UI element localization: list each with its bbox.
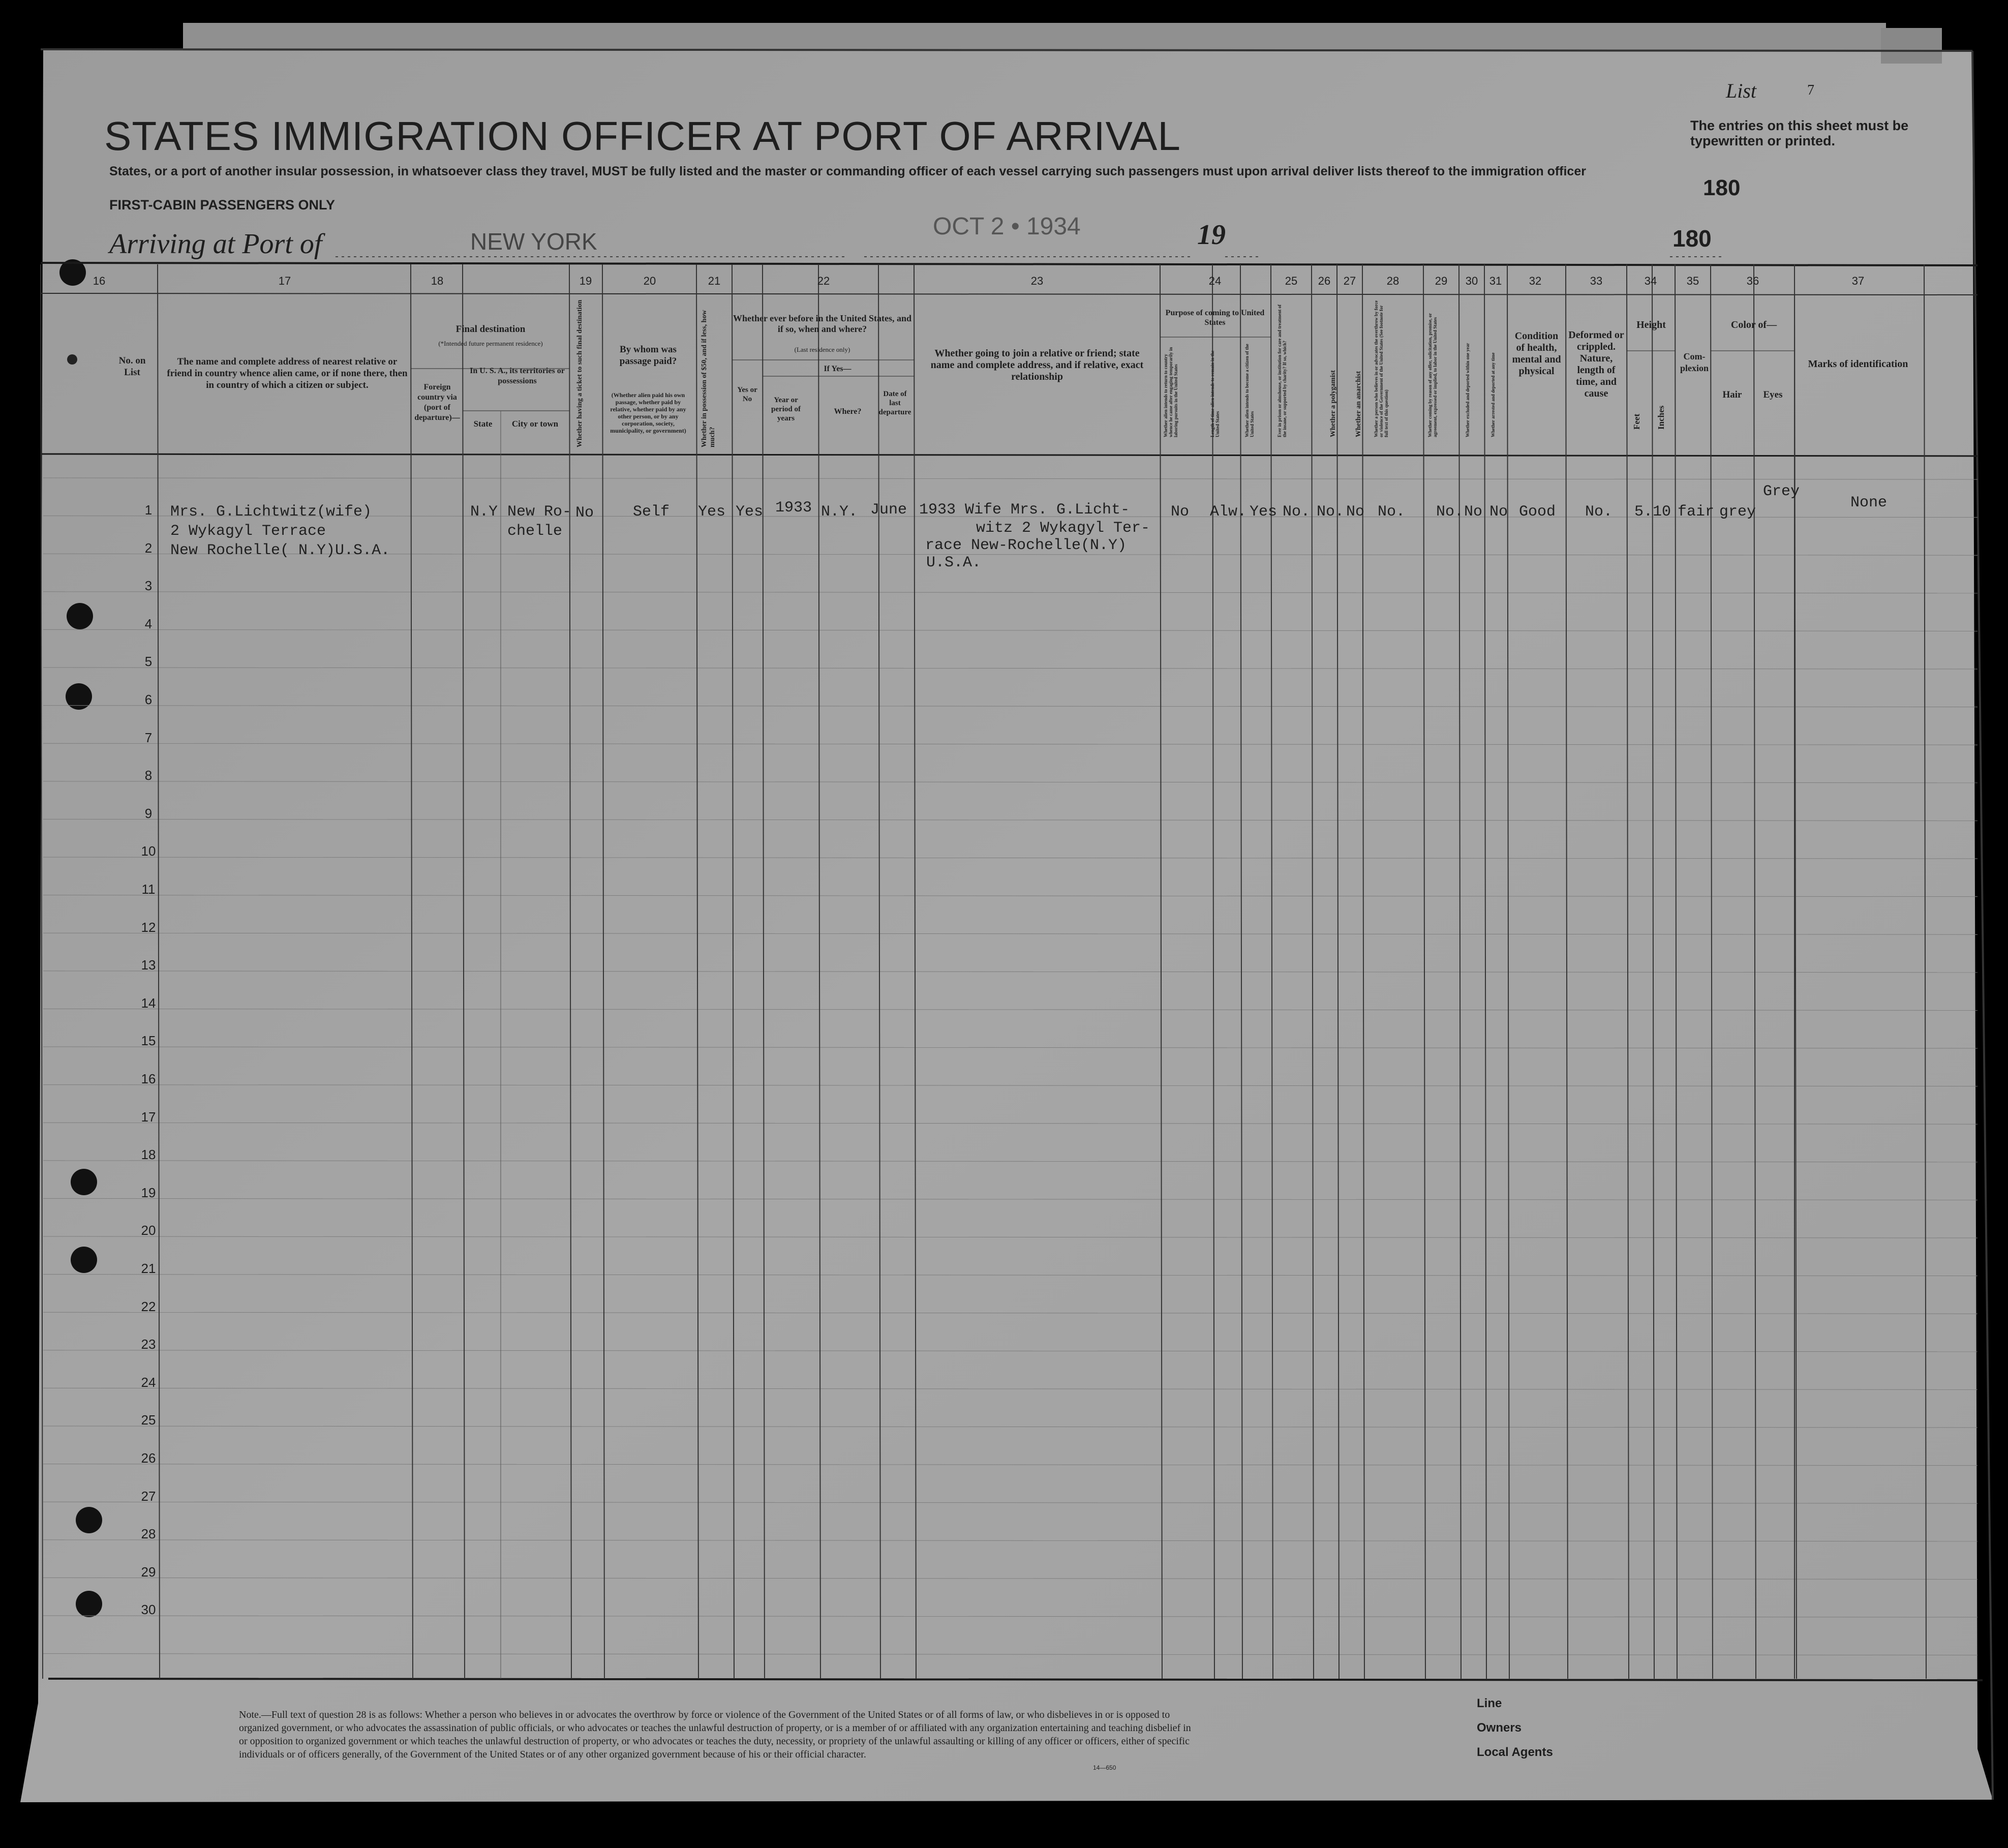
row-number: 1 xyxy=(144,502,153,518)
entry-q30: No xyxy=(1464,503,1483,521)
header-in-usa: In U. S. A., its territories or possessions xyxy=(470,367,565,385)
header-polygamist: Whether a polygamist xyxy=(1329,370,1337,437)
column-number: 36 xyxy=(1746,275,1759,287)
entry-q29: No. xyxy=(1436,503,1464,521)
header-purpose-return: Whether alien intends to return to country whence he came after engaging temporarily in laboring pursuits in the United States xyxy=(1163,347,1178,437)
class-line: FIRST-CABIN PASSENGERS ONLY xyxy=(109,197,336,213)
column-number: 29 xyxy=(1435,275,1448,287)
entry-join-line4: U.S.A. xyxy=(926,554,982,571)
header-where: Where? xyxy=(834,407,862,416)
date-stamp: OCT 2 • 1934 xyxy=(933,213,1081,240)
row-number: 30 xyxy=(141,1602,156,1618)
column-number: 23 xyxy=(1030,275,1044,287)
header-color-of: Color of— xyxy=(1730,319,1777,330)
subtitle: States, or a port of another insular possession, in whatsoever class they travel, MUST be fully listed and the master or commanding officer of each vessel carrying such passengers must upon arrival deliver lists thereof to the immigration officer xyxy=(109,164,1586,178)
header-city: City or town xyxy=(511,419,559,429)
column-number: 28 xyxy=(1386,275,1399,287)
row-number: 27 xyxy=(141,1488,156,1504)
row-number: 13 xyxy=(141,957,156,973)
year-prefix: 19 xyxy=(1197,219,1226,251)
entry-height: 5.10 xyxy=(1634,503,1671,521)
list-number: 7 xyxy=(1807,82,1814,98)
column-number: 30 xyxy=(1465,275,1478,287)
header-q29: Whether coming by reason of any offer, solicitation, promise, or agreement, expressed or implied, to labor in the United States xyxy=(1427,313,1438,437)
row-number: 22 xyxy=(141,1298,156,1314)
header-relative: The name and complete address of nearest relative or friend in country whence alien came, or if none there, then in country of which a citizen or subject. xyxy=(167,356,408,390)
row-number: 26 xyxy=(141,1450,156,1466)
entry-paid-by: Self xyxy=(633,503,670,521)
entry-condition: Good xyxy=(1519,503,1556,521)
port-name: NEW YORK xyxy=(470,228,597,255)
row-number: 15 xyxy=(141,1033,156,1049)
entry-q31: No xyxy=(1489,503,1508,521)
header-eyes: Eyes xyxy=(1763,389,1783,400)
header-hair: Hair xyxy=(1722,389,1742,400)
row-number: 2 xyxy=(144,540,153,556)
row-number: 12 xyxy=(141,919,156,935)
entry-relative-line2: 2 Wykagyl Terrace xyxy=(170,523,326,540)
header-ticket: Whether having a ticket to such final destination xyxy=(576,299,584,447)
header-condition: Condition of health, mental and physical xyxy=(1512,330,1561,377)
entry-hair: grey xyxy=(1719,503,1756,521)
list-label: List xyxy=(1726,79,1757,102)
header-by-whom: By whom was passage paid? xyxy=(619,344,677,367)
entry-ticket: No xyxy=(575,504,594,522)
row-number: 3 xyxy=(144,578,153,594)
page-title: STATES IMMIGRATION OFFICER AT PORT OF ARRIVAL xyxy=(104,113,1181,159)
header-state: State xyxy=(473,419,493,429)
entry-departure: June xyxy=(870,501,907,519)
row-number: 20 xyxy=(141,1223,156,1238)
entry-join-line2: witz 2 Wykagyl Ter- xyxy=(976,520,1150,537)
row-number: 18 xyxy=(141,1147,156,1163)
row-number: 24 xyxy=(141,1374,156,1390)
entry-where: N.Y. xyxy=(821,503,858,521)
entry-join-line3: race New-Rochelle(N.Y) xyxy=(925,537,1127,554)
row-number: 21 xyxy=(141,1261,156,1276)
header-height: Height xyxy=(1636,319,1666,330)
header-final-destination-note: (*Intended future permanent residence) xyxy=(438,340,543,347)
entry-join-line1: 1933 Wife Mrs. G.Licht- xyxy=(919,501,1130,519)
signature-local-agents-label: Local Agents xyxy=(1477,1745,1553,1759)
form-code: 14—650 xyxy=(1093,1764,1116,1771)
row-number: 14 xyxy=(141,995,156,1011)
entry-relative-line1: Mrs. G.Lichtwitz(wife) xyxy=(170,503,372,521)
entry-relative-line3: New Rochelle( N.Y)U.S.A. xyxy=(170,542,390,559)
column-number: 37 xyxy=(1851,275,1865,287)
footnote: Note.—Full text of question 28 is as follows: Whether a person who believes in or advocates the overthrow by force or violence of the Government of the United States or of all forms of law, or who disbelieves in or is opposed to organized government, or who advocates the assassination of public officials, or who advocates or teaches the unlawful destruction of property, or is a member of or affiliated with any organization entertaining and teaching disbelief in or opposition to organized government or which teaches the unlawful destruction of property, or who advocates or teaches the duty, necessity, or propriety of the unlawful assaulting or killing of any officer or officers, either of specific individuals or of officers generally, of the Government of the United States or of any other organized government because of his or their official character. xyxy=(239,1709,1191,1760)
entry-purpose-citizen: Yes xyxy=(1250,503,1277,521)
header-joining: Whether going to join a relative or friend; state name and complete address, and if relative, exact relationship xyxy=(930,348,1144,382)
header-prison: Ever in prison or almshouse, or institution for care and treatment of the insane, or supported by charity? If so, which? xyxy=(1277,305,1287,437)
column-number: 24 xyxy=(1208,275,1222,287)
entry-eyes: Grey xyxy=(1763,483,1800,500)
sheet-number-stamp: 180 xyxy=(1672,225,1712,252)
column-number: 26 xyxy=(1318,275,1331,287)
header-inches: Inches xyxy=(1656,405,1666,430)
header-ever-before: Whether ever before in the United States, and if so, when and where? xyxy=(733,313,911,334)
header-deformed: Deformed or crippled. Nature, length of time, and cause xyxy=(1568,329,1624,399)
entry-prison: No. xyxy=(1283,503,1311,521)
row-number: 4 xyxy=(144,616,153,631)
column-number: 19 xyxy=(579,275,592,287)
row-number: 10 xyxy=(141,843,156,859)
header-complexion: Com-plexion xyxy=(1680,351,1709,373)
signature-line-label: Line xyxy=(1477,1696,1502,1710)
header-date-last-departure: Date of last departure xyxy=(878,390,911,416)
header-q31: Whether arrested and deported at any time xyxy=(1490,352,1496,437)
column-number: 31 xyxy=(1489,275,1502,287)
entry-state: N.Y xyxy=(470,503,498,521)
row-number: 29 xyxy=(141,1564,156,1580)
header-foreign-country: Foreign country via (port of departure)— xyxy=(414,383,460,422)
column-number: 27 xyxy=(1343,275,1356,287)
entry-city-line1: New Ro- xyxy=(507,503,572,521)
column-number: 33 xyxy=(1590,275,1603,287)
row-number: 9 xyxy=(144,805,153,821)
header-purpose-citizen: Whether alien intends to become a citizen of the United States xyxy=(1244,344,1255,437)
header-money: Whether in possession of $50, and if less, how much? xyxy=(701,310,716,447)
row-number: 23 xyxy=(141,1337,156,1352)
entry-year: 1933 xyxy=(775,499,812,517)
column-number: 32 xyxy=(1529,275,1542,287)
column-number: 16 xyxy=(93,275,106,287)
entry-money: Yes xyxy=(698,503,726,521)
header-feet: Feet xyxy=(1632,413,1641,430)
header-final-destination: Final destination xyxy=(455,324,526,335)
row-number: 8 xyxy=(144,768,153,783)
header-yes-or-no: Yes or No xyxy=(737,386,757,403)
entries-notice: The entries on this sheet must be typewritten or printed. xyxy=(1690,118,1909,148)
header-no-on-list: No. on List xyxy=(118,355,146,378)
signature-owners-label: Owners xyxy=(1477,1721,1522,1735)
entry-polygamist: No. xyxy=(1317,503,1345,521)
entry-city-line2: chelle xyxy=(507,523,563,540)
column-number: 21 xyxy=(708,275,721,287)
header-marks: Marks of identification xyxy=(1808,358,1908,370)
header-purpose-length: Length of time alien intends to remain in the United States xyxy=(1210,350,1220,437)
header-by-whom-note: (Whether alien paid his own passage, whether paid by relative, whether paid by any other person, or by any corporation, society, municipality, or government) xyxy=(610,391,686,434)
entry-complexion: fair xyxy=(1678,503,1715,521)
entry-purpose-return: No xyxy=(1171,503,1190,521)
arrival-label: Arriving at Port of xyxy=(109,228,322,260)
entry-deformed: No. xyxy=(1585,503,1613,521)
row-number: 7 xyxy=(144,730,153,745)
header-purpose: Purpose of coming to United States xyxy=(1165,309,1265,327)
header-if-yes: If Yes— xyxy=(824,365,851,373)
header-anarchist: Whether an anarchist xyxy=(1355,371,1362,437)
header-ever-before-note: (Last residence only) xyxy=(794,346,850,353)
row-number: 16 xyxy=(141,1071,156,1086)
entry-anarchist: No xyxy=(1346,503,1365,521)
column-number: 17 xyxy=(278,275,291,287)
row-number: 28 xyxy=(141,1526,156,1542)
row-number: 6 xyxy=(144,692,153,707)
header-q28: Whether a person who believes in or advocates the overthrow by force or violence of the Government of the United States (See footnote for full text of this question) xyxy=(1374,300,1389,437)
paper xyxy=(20,48,1993,1802)
entry-purpose-length: Alw. xyxy=(1210,503,1247,521)
column-number: 22 xyxy=(817,275,830,287)
column-number: 34 xyxy=(1644,275,1657,287)
header-q30: Whether excluded and deported within one year xyxy=(1465,343,1470,437)
row-number: 11 xyxy=(141,882,156,897)
sheet-number: 180 xyxy=(1703,175,1741,200)
entry-ever-before: Yes xyxy=(736,503,764,521)
column-number: 20 xyxy=(643,275,656,287)
header-year-or-period: Year or period of years xyxy=(771,396,801,422)
column-number: 18 xyxy=(431,275,444,287)
entry-marks: None xyxy=(1850,494,1888,511)
column-number: 25 xyxy=(1285,275,1298,287)
row-number: 19 xyxy=(141,1185,156,1200)
column-number: 35 xyxy=(1686,275,1699,287)
row-number: 17 xyxy=(141,1109,156,1125)
entry-q28: No. xyxy=(1378,503,1406,521)
row-number: 5 xyxy=(144,654,153,670)
row-number: 25 xyxy=(141,1412,156,1428)
